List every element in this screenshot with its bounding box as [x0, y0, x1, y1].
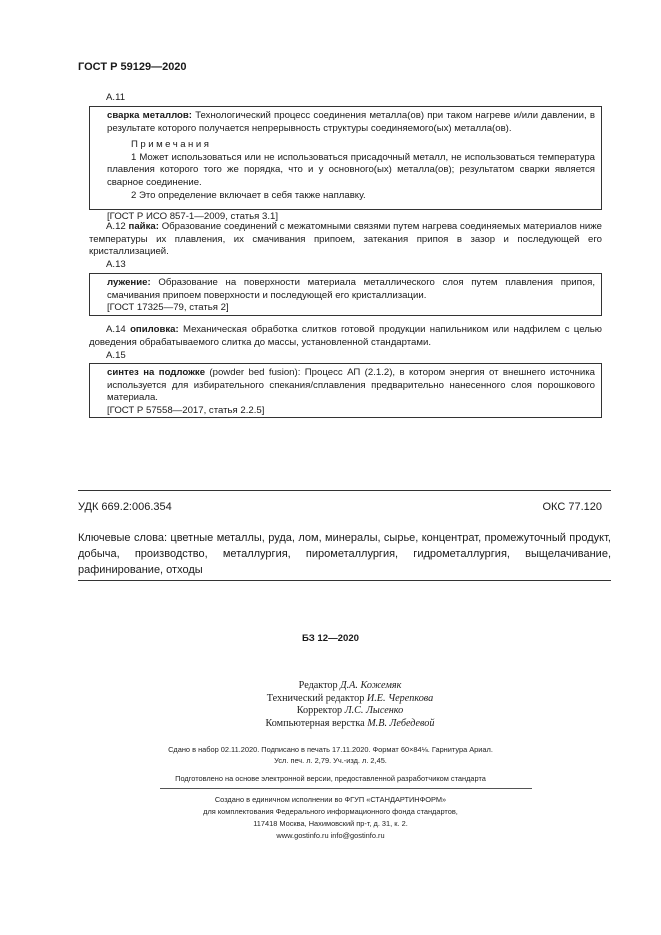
a12-term: пайка:: [128, 221, 159, 232]
udc-code: УДК 669.2:006.354: [78, 501, 172, 513]
a13-term-box: [89, 273, 602, 316]
a15-term-box: [89, 363, 602, 418]
a13-definition: [107, 277, 595, 302]
staff-layout: Компьютерная верстка М.В. Лебедевой: [265, 717, 435, 729]
imprint-line-3: Подготовлено на основе электронной версии, предоставленной разработчиком стандарта: [175, 774, 486, 783]
a15-reference: [ГОСТ Р 57558—2017, статья 2.2.5]: [107, 404, 265, 416]
a11-def-text: Технологический процесс соединения металла(ов) при таком нагреве и/или давлении, в результате которого получается непрерывность структуры соединяемого(ых) металла(ов).: [107, 110, 595, 134]
a11-term-box: [89, 106, 602, 223]
staff-list: [230, 680, 470, 730]
imprint-divider: [160, 788, 532, 789]
staff-tech-editor: Технический редактор И.Е. Черепкова: [266, 692, 434, 704]
a15-term: синтез на подложке: [107, 367, 206, 378]
imprint-line-2: Усл. печ. л. 2,79. Уч.-изд. л. 2,45.: [274, 756, 387, 765]
a11-note-1: 1 Может использоваться или не использоваться присадочный металл, не использоваться температура плавления которого того же порядка, что и у основного(ых) металла(ов); результатом сварки является сварное соединение.: [107, 151, 595, 188]
staff-editor: Редактор Д.А. Кожемяк: [298, 680, 402, 691]
a14-def-text: Механическая обработка слитков готовой продукции напильником или надфилем с целью доведения обрабатываемого слитка до массы, установленной стандартами.: [89, 324, 603, 348]
oks-code: ОКС 77.120: [542, 501, 602, 513]
a12-number: А.12: [106, 221, 126, 232]
a11-note-2: 2 Это определение включает в себя также наплавку.: [131, 189, 366, 201]
a12-definition: [89, 221, 602, 259]
a11-reference: [ГОСТ Р ИСО 857-1—2009, статья 3.1]: [107, 211, 278, 223]
divider-top: [78, 490, 611, 491]
imprint-line-1: Сдано в набор 02.11.2020. Подписано в печать 17.11.2020. Формат 60×84⅛. Гарнитура Ариал.: [168, 745, 493, 754]
a12-def-text: Образование соединений с межатомными связями путем нагрева соединяемых материалов ниже температуры их плавления, их смачивания припоем, затекания припоя в зазор и последующей его кристаллизацией.: [89, 221, 602, 258]
a15-definition: [107, 367, 595, 405]
a13-reference: [ГОСТ 17325—79, статья 2]: [107, 302, 229, 314]
a13-term: лужение:: [107, 277, 151, 288]
a11-definition: [107, 110, 595, 135]
a14-number: А.14: [106, 324, 126, 335]
imprint-line-5: для комплектования Федерального информационного фонда стандартов,: [203, 807, 458, 816]
a13-number: А.13: [106, 259, 126, 270]
a15-number: А.15: [106, 350, 126, 361]
bz-number: БЗ 12—2020: [301, 633, 360, 644]
a11-notes-title: Примечания: [131, 139, 212, 151]
imprint-line-6: 117418 Москва, Нахимовский пр-т, д. 31, к. 2.: [253, 819, 408, 828]
a11-term: сварка металлов:: [107, 110, 193, 121]
a11-number: А.11: [106, 92, 126, 103]
divider-bottom: [78, 580, 611, 581]
staff-proofreader: Корректор Л.С. Лысенко: [296, 705, 404, 716]
document-header: ГОСТ Р 59129—2020: [78, 61, 187, 73]
imprint-line-7: www.gostinfo.ru info@gostinfo.ru: [276, 831, 385, 840]
a14-term: опиловка:: [130, 324, 179, 335]
a15-def-text: (powder bed fusion): Процесс АП (2.1.2), в котором энергия от внешнего источника используется для избирательного спекания/сплавления предварительно нанесенного слоя порошкового материала.: [107, 367, 595, 404]
imprint-line-4: Создано в единичном исполнении во ФГУП «СТАНДАРТИНФОРМ»: [214, 795, 447, 804]
a13-def-text: Образование на поверхности материала металлического слоя путем плавления припоя, смачивания припоем поверхности и последующей его кристаллизации.: [107, 277, 595, 301]
keywords: Ключевые слова: цветные металлы, руда, лом, минералы, сырье, концентрат, промежуточный продукт, добыча, производство, металлургия, пирометаллургия, гидрометаллургия, выщелачивание, рафинирование, отходы: [78, 532, 611, 576]
a14-definition: [89, 324, 602, 349]
